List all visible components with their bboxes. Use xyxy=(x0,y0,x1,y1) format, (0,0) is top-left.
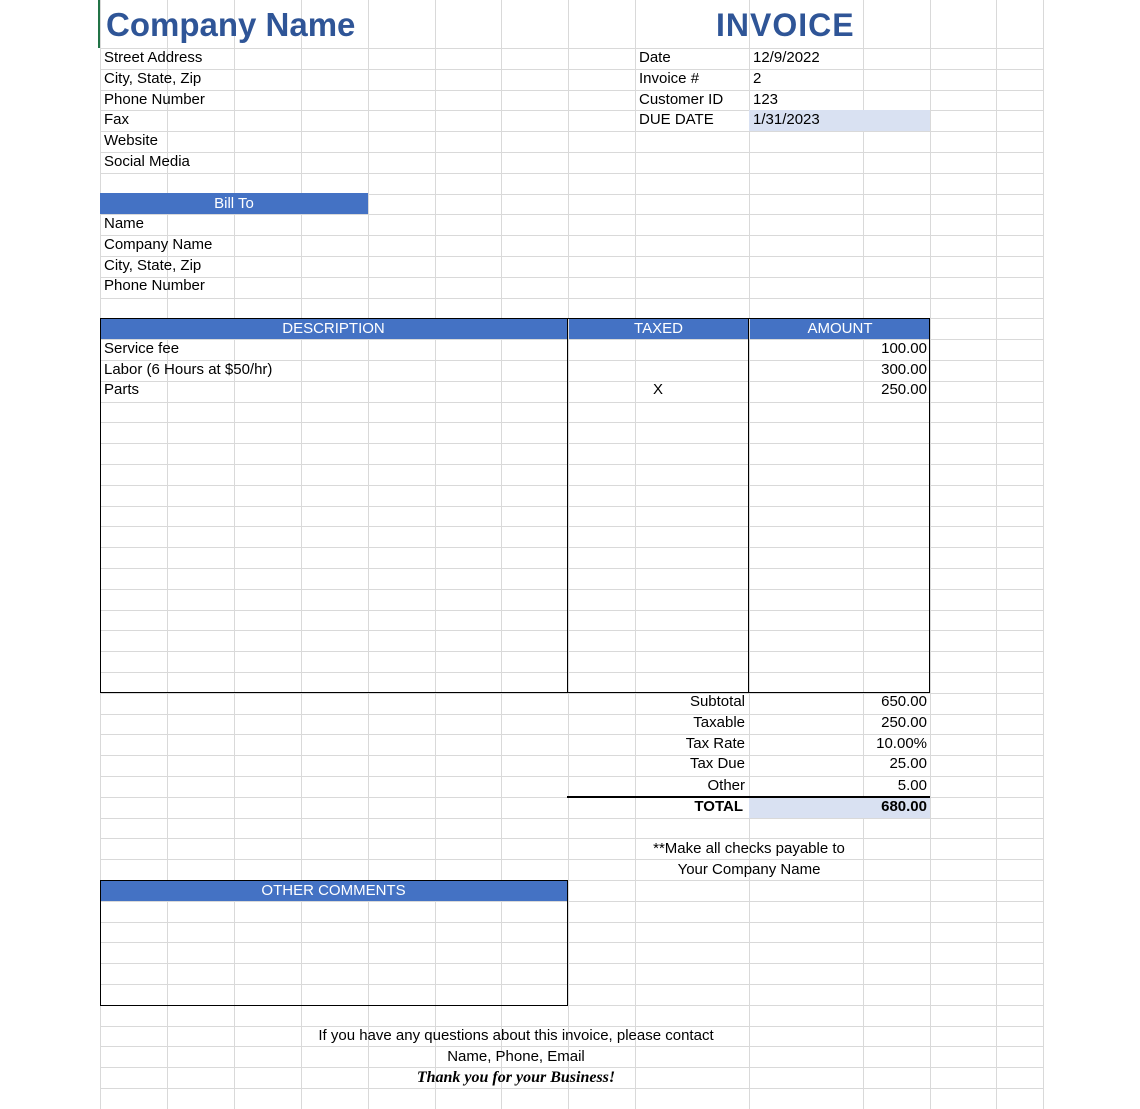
bill-to-name: Name xyxy=(104,215,145,232)
tax-rate-value[interactable]: 10.00% xyxy=(876,735,927,752)
company-fax: Fax xyxy=(104,111,130,128)
item-description[interactable]: Parts xyxy=(104,381,140,398)
items-table-top-border xyxy=(100,318,930,319)
worksheet-left-edge xyxy=(98,0,100,48)
footer-contact-details: Name, Phone, Email xyxy=(447,1048,585,1065)
subtotal-label: Subtotal xyxy=(689,693,745,710)
invoice-number-label: Invoice # xyxy=(639,70,700,87)
items-table-divider-2 xyxy=(748,318,749,693)
company-name-title: Company Name xyxy=(106,6,356,43)
item-taxed[interactable] xyxy=(568,360,748,380)
total-label: TOTAL xyxy=(694,798,743,815)
due-date-label: DUE DATE xyxy=(639,111,714,128)
items-table-right-border xyxy=(929,318,930,693)
date-value[interactable]: 12/9/2022 xyxy=(753,49,820,66)
total-value[interactable]: 680.00 xyxy=(881,798,927,815)
tax-rate-label: Tax Rate xyxy=(685,735,745,752)
item-amount[interactable]: 300.00 xyxy=(881,361,927,378)
comments-bottom-border xyxy=(100,1005,568,1006)
date-label: Date xyxy=(639,49,671,66)
item-description[interactable]: Labor (6 Hours at $50/hr) xyxy=(104,361,273,378)
footer-thank-you: Thank you for your Business! xyxy=(416,1069,616,1086)
subtotal-value[interactable]: 650.00 xyxy=(881,693,927,710)
other-label: Other xyxy=(707,777,745,794)
taxed-header: TAXED xyxy=(569,318,748,339)
comments-left-border xyxy=(100,880,101,1006)
bill-to-company: Company Name xyxy=(104,236,213,253)
invoice-title: INVOICE xyxy=(716,7,855,43)
other-value[interactable]: 5.00 xyxy=(897,777,927,794)
company-street-address: Street Address xyxy=(104,49,203,66)
footer-contact-line: If you have any questions about this invoice, please contact xyxy=(318,1027,714,1044)
company-website: Website xyxy=(104,132,158,149)
item-description[interactable]: Service fee xyxy=(104,340,180,357)
item-taxed[interactable]: X xyxy=(652,381,663,398)
company-phone: Phone Number xyxy=(104,91,205,108)
bill-to-phone: Phone Number xyxy=(104,277,205,294)
company-city-state-zip: City, State, Zip xyxy=(104,70,202,87)
customer-id-label: Customer ID xyxy=(639,91,724,108)
taxable-value[interactable]: 250.00 xyxy=(881,714,927,731)
tax-due-label: Tax Due xyxy=(689,755,745,772)
item-taxed[interactable] xyxy=(568,339,748,359)
amount-header: AMOUNT xyxy=(750,318,930,339)
due-date-value[interactable]: 1/31/2023 xyxy=(753,111,820,128)
other-comments-header: OTHER COMMENTS xyxy=(100,880,567,901)
items-table-left-border xyxy=(100,318,101,693)
description-header: DESCRIPTION xyxy=(100,318,567,339)
bill-to-city-state-zip: City, State, Zip xyxy=(104,257,202,274)
bill-to-header: Bill To xyxy=(100,193,368,214)
item-amount[interactable]: 100.00 xyxy=(881,340,927,357)
tax-due-value[interactable]: 25.00 xyxy=(889,755,927,772)
taxable-label: Taxable xyxy=(693,714,745,731)
customer-id-value[interactable]: 123 xyxy=(753,91,779,108)
payable-note-line2: Your Company Name xyxy=(677,861,821,878)
payable-note-line1: **Make all checks payable to xyxy=(653,840,845,857)
company-social-media: Social Media xyxy=(104,153,190,170)
item-amount[interactable]: 250.00 xyxy=(881,381,927,398)
comments-right-border xyxy=(567,880,568,1006)
invoice-number-value[interactable]: 2 xyxy=(753,70,762,87)
comments-top-border xyxy=(100,880,568,881)
